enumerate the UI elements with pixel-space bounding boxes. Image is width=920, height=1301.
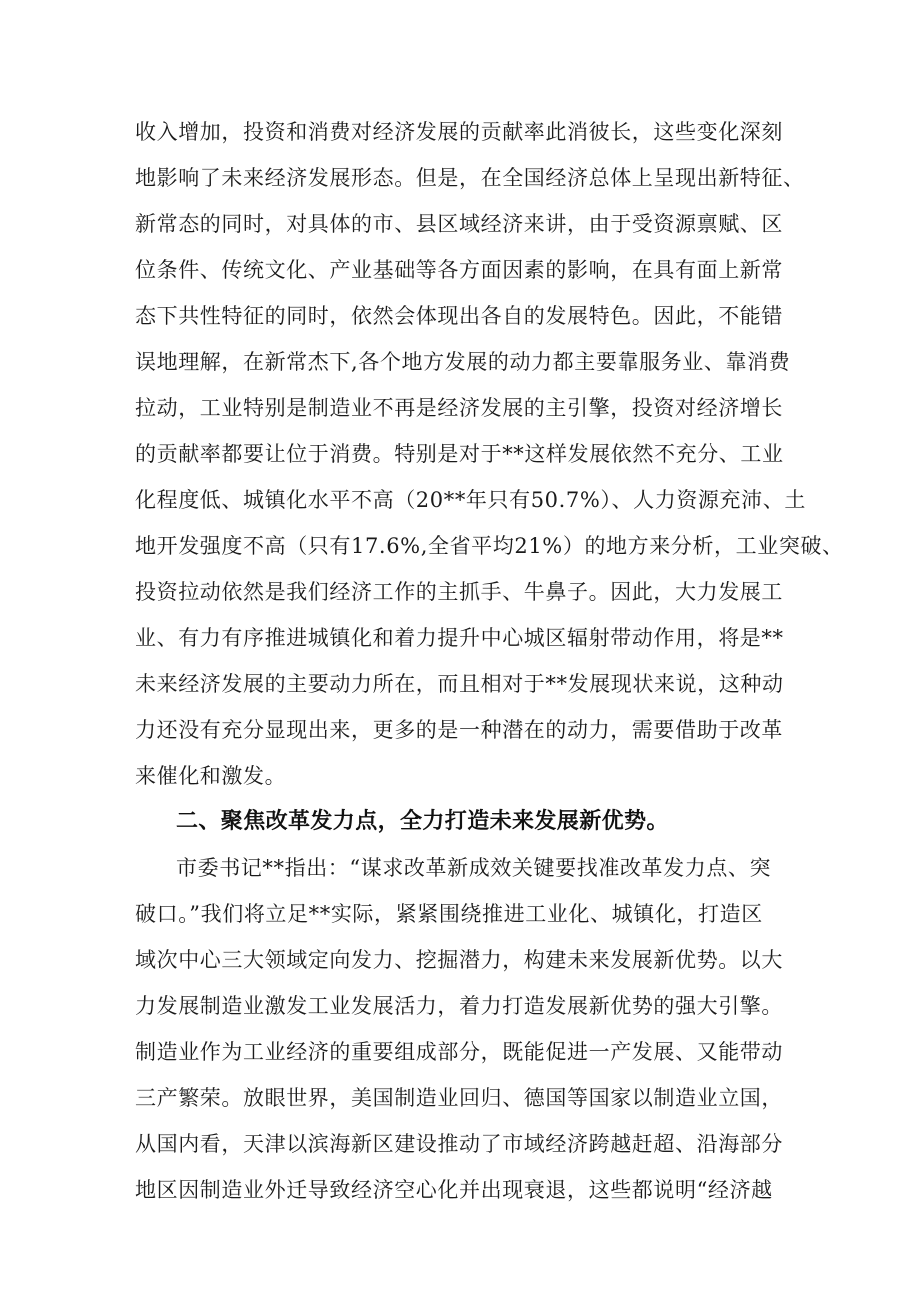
text-line: 从国内看，天津以滨海新区建设推动了市域经济跨越赶超、沿海部分 xyxy=(135,1132,783,1156)
text-line: 投资拉动依然是我们经济工作的主抓手、牛鼻子。因此，大力发展工 xyxy=(135,580,783,604)
text-line: 化程度低、城镇化水平不高（20**年只有50.7%）、人力资源充沛、土 xyxy=(135,488,806,512)
text-line: 未来经济发展的主要动力所在，而且相对于**发展现状来说，这种动 xyxy=(135,672,784,696)
text-line: 位条件、传统文化、产业基础等各方面因素的影响，在具有面上新常 xyxy=(135,258,783,282)
text-line: 拉动，工业特别是制造业不再是经济发展的主引擎，投资对经济增长 xyxy=(135,396,783,420)
text-line: 地区因制造业外迁导致经济空心化并出现衰退，这些都说明“经济越 xyxy=(135,1178,773,1202)
text-line: 地影响了未来经济发展形态。但是，在全国经济总体上呈现出新特征、 xyxy=(135,166,805,190)
text-line: 破口。”我们将立足**实际，紧紧围绕推进工业化、城镇化，打造区 xyxy=(135,902,763,926)
text-line: 来催化和激发。 xyxy=(135,764,287,788)
text-line: 力发展制造业激发工业发展活力，着力打造发展新优势的强大引擎。 xyxy=(135,994,783,1018)
text-line: 地开发强度不高（只有17.6%,全省平均21%）的地方来分析，工业突破、 xyxy=(135,534,844,558)
text-line: 误地理解，在新常杰下,各个地方发展的动力都主要靠服务业、靠消费 xyxy=(135,350,791,374)
text-line: 业、有力有序推进城镇化和着力提升中心城区辐射带动作用，将是** xyxy=(135,626,784,650)
text-line: 力还没有充分显现出来，更多的是一种潜在的动力，需要借助于改革 xyxy=(135,718,783,742)
text-line: 收入增加，投资和消费对经济发展的贡献率此消彼长，这些变化深刻 xyxy=(135,120,783,144)
text-line: 市委书记**指出：“谋求改革新成效关键要找准改革发力点、突 xyxy=(176,856,772,880)
text-line: 新常态的同时，对具体的市、县区域经济来讲，由于受资源禀赋、区 xyxy=(135,212,783,236)
text-line: 域次中心三大领域定向发力、挖掘潜力，构建未来发展新优势。以大 xyxy=(135,948,783,972)
text-line: 态下共性特征的同时，依然会体现出各自的发展特色。因此，不能错 xyxy=(135,304,783,328)
text-line: 的贡献率都要让位于消费。特别是对于**这样发展依然不充分、工业 xyxy=(135,442,784,466)
text-line: 制造业作为工业经济的重要组成部分，既能促进一产发展、又能带动 xyxy=(135,1040,783,1064)
text-line: 三产繁荣。放眼世界，美国制造业回归、德国等国家以制造业立国， xyxy=(135,1086,783,1110)
section-heading: 二、聚焦改革发力点，全力打造未来发展新优势。 xyxy=(176,809,669,834)
